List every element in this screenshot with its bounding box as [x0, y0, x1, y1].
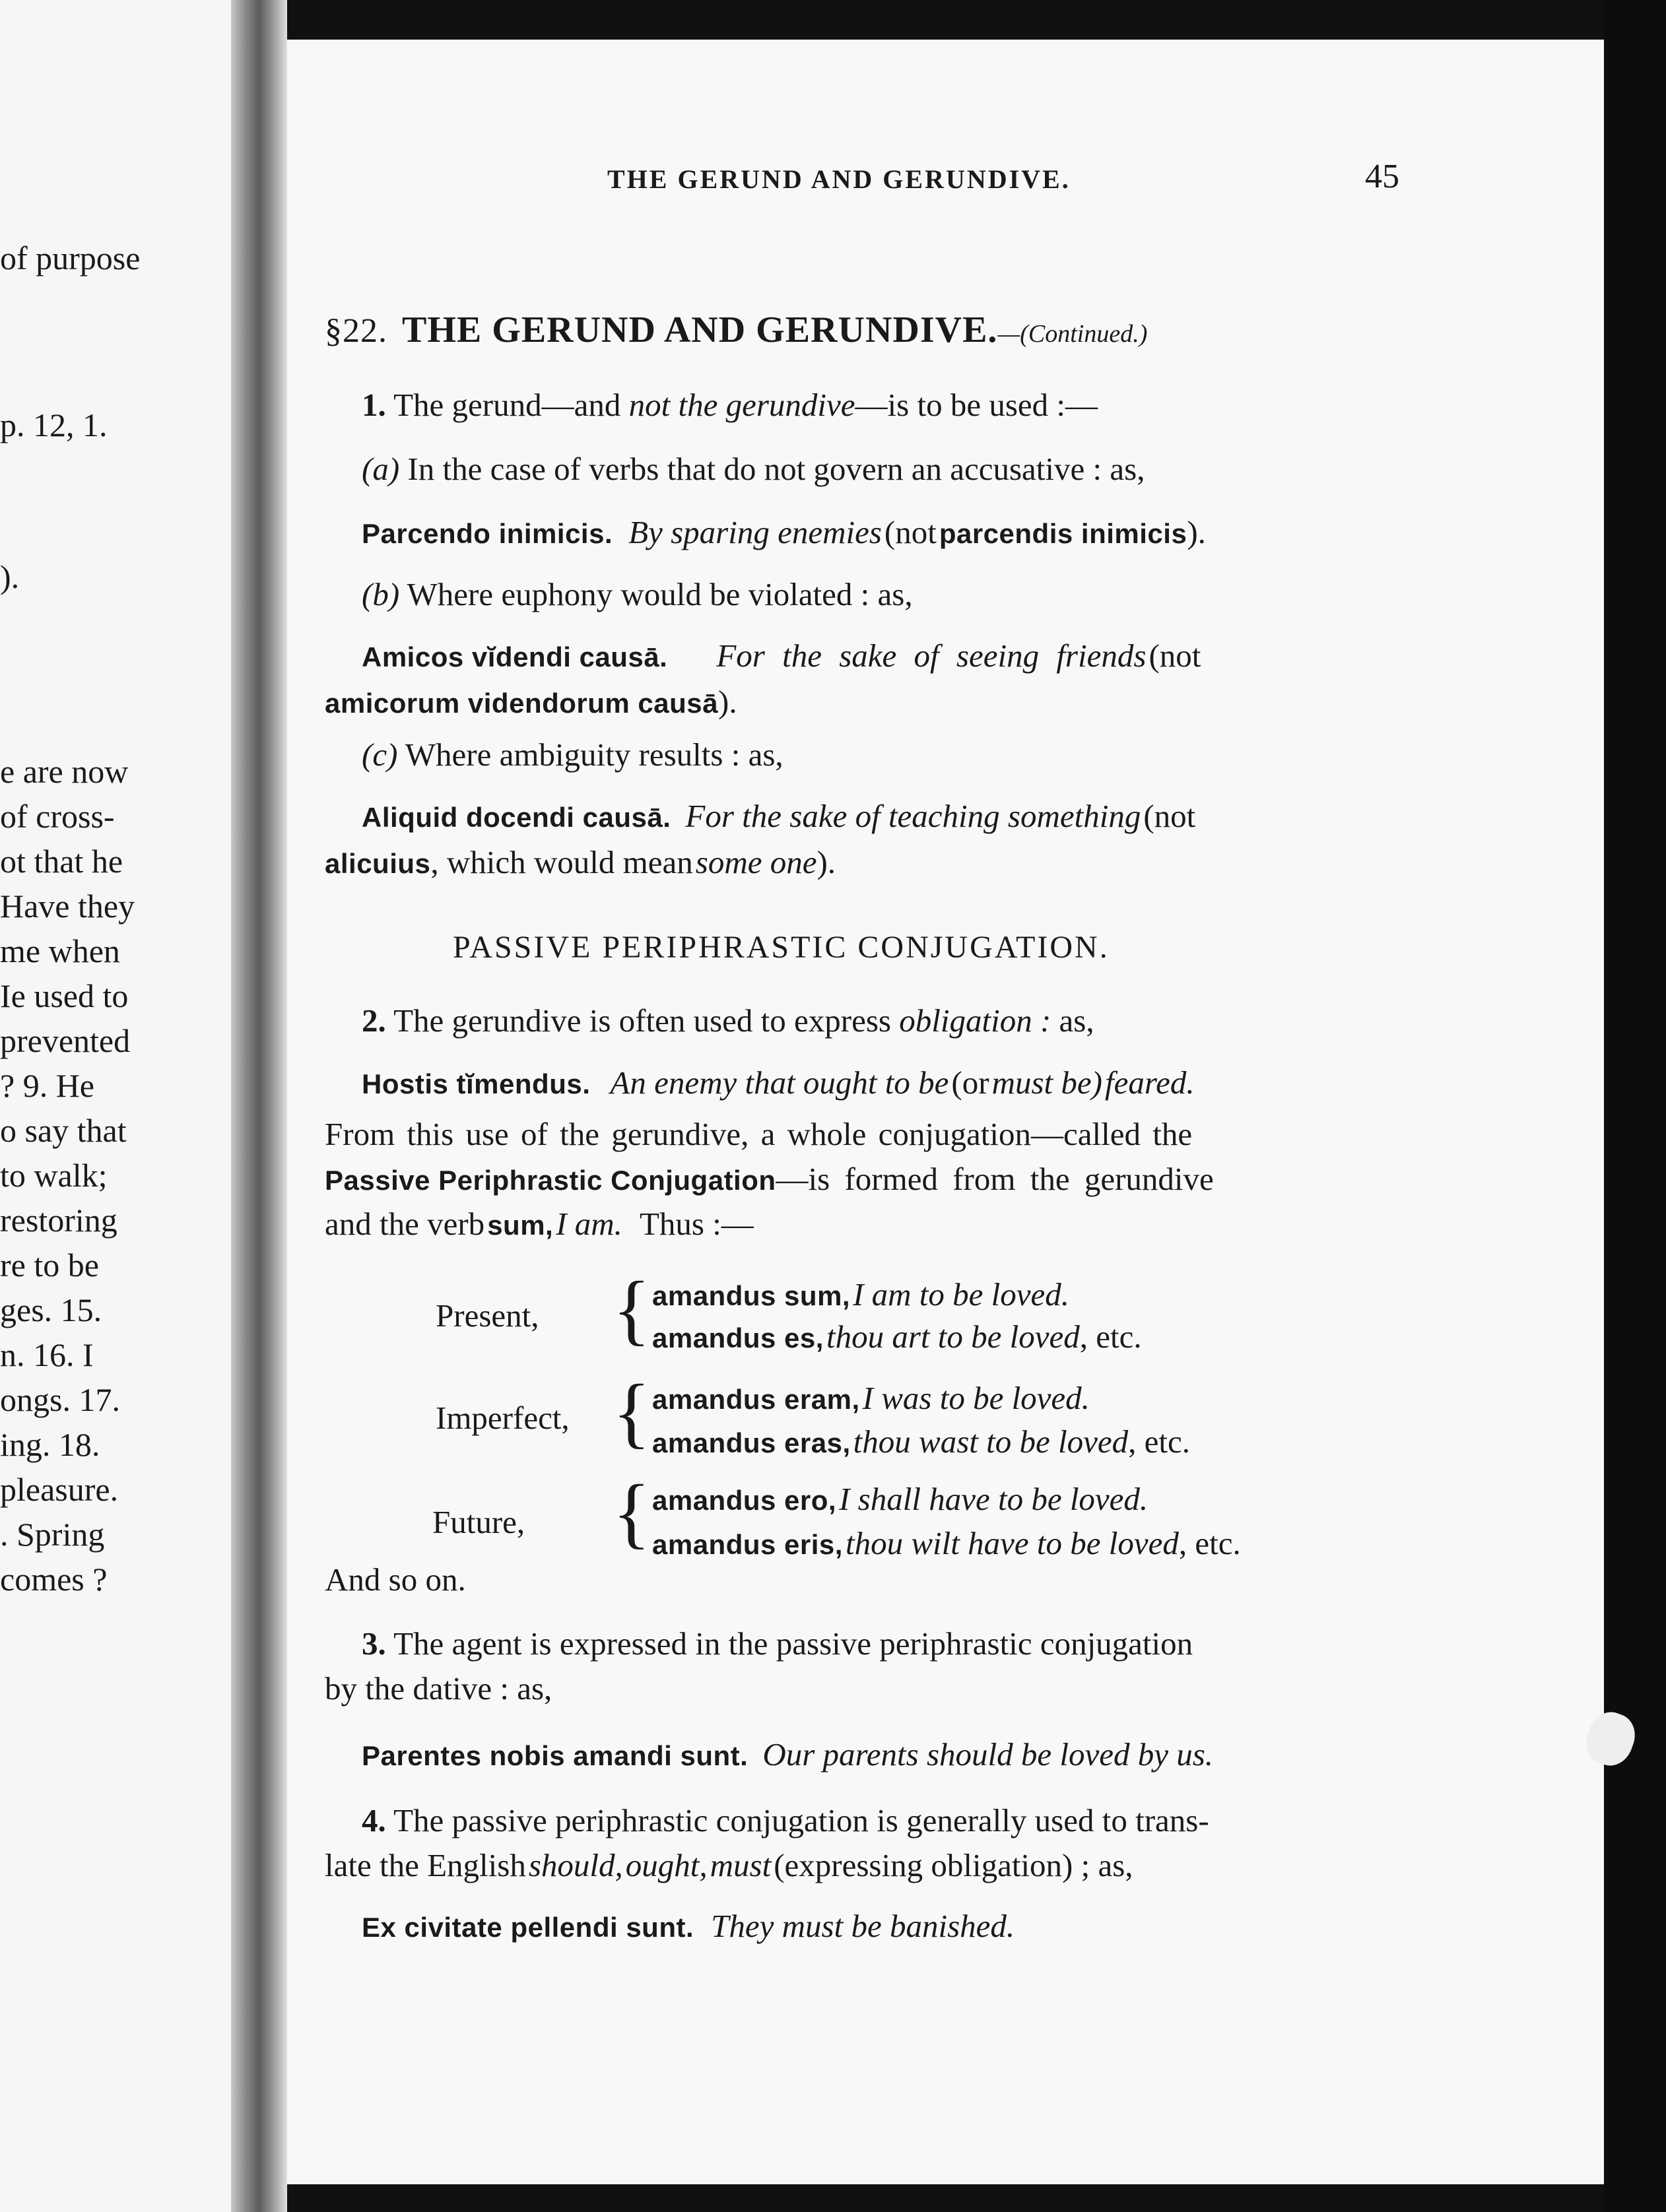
and-so-on: And so on. [325, 1561, 466, 1598]
clause-label: (b) [362, 576, 400, 612]
left-line: of purpose [0, 240, 141, 276]
left-line: ? 9. He [0, 1067, 94, 1104]
latin-form: amandus es, [652, 1322, 824, 1353]
latin-form: amandus sum, [652, 1280, 851, 1311]
tense-label-present: Present, [436, 1297, 539, 1334]
latin-example: Parentes nobis amandi sunt. [362, 1740, 749, 1771]
latin-example: Hostis tĭmendus. [362, 1068, 591, 1099]
conjugation-row [652, 1524, 1241, 1562]
left-line: comes ? [0, 1561, 108, 1598]
example-6 [362, 1907, 1015, 1945]
example-note: (not [1143, 798, 1196, 834]
english-translation: I am to be loved. [853, 1276, 1070, 1313]
left-line: me when [0, 932, 120, 969]
left-line: o say that [0, 1112, 127, 1149]
clause-label: (a) [362, 451, 400, 487]
p1-text-italic: not the gerundive [628, 387, 855, 423]
conjugation-row [652, 1480, 1148, 1518]
latin-form: amandus eras, [652, 1427, 851, 1458]
p2-text-c: as, [1059, 1002, 1094, 1039]
section-title: THE GERUND AND GERUNDIVE. [402, 309, 998, 350]
clause-b [362, 575, 913, 613]
example-5 [362, 1736, 1213, 1773]
example-2 [362, 637, 1201, 674]
english-translation: thou wast to be loved [853, 1423, 1129, 1460]
paragraph-number: 3. [362, 1625, 386, 1662]
left-line: ing. 18. [0, 1426, 100, 1463]
latin-term: sum, [487, 1210, 554, 1241]
latin-alternative: parcendis inimicis [939, 518, 1187, 549]
p2-continuation-line-3 [325, 1205, 754, 1243]
clause-text: In the case of verbs that do not govern an accusative : as, [407, 451, 1145, 487]
left-line: n. 16. I [0, 1336, 94, 1373]
conjugation-row [652, 1318, 1142, 1355]
paragraph-4 [362, 1802, 1209, 1839]
example-4 [362, 1064, 1195, 1101]
english-translation: They must be banished. [711, 1908, 1015, 1944]
example-2-cont [325, 683, 737, 721]
left-line: ongs. 17. [0, 1381, 120, 1418]
section-continued: —(Continued.) [997, 320, 1148, 348]
example-note: (not [1149, 637, 1201, 674]
paragraph-2 [362, 1002, 1094, 1039]
clause-text: Where ambiguity results : as, [405, 736, 783, 773]
english-translation: I am. [556, 1206, 622, 1242]
left-line: pleasure. [0, 1471, 119, 1508]
p1-text-a: The gerund—and [393, 387, 621, 423]
latin-alternative: amicorum videndorum causā [325, 688, 719, 719]
left-line: re to be [0, 1247, 99, 1284]
paragraph-number: 4. [362, 1802, 386, 1838]
left-line: Have they [0, 888, 135, 925]
etc: , etc. [1128, 1423, 1190, 1460]
clause-text: Where euphony would be violated : as, [407, 576, 913, 612]
p2-text: Thus :— [639, 1206, 754, 1242]
example-note-end: ). [816, 844, 836, 880]
english-translation: thou wilt have to be loved [845, 1525, 1179, 1561]
paragraph-number: 2. [362, 1002, 386, 1039]
tense-label-future: Future, [432, 1504, 525, 1540]
clause-c [362, 736, 783, 773]
p3-text: The agent is expressed in the passive periphrastic conjugation [393, 1625, 1193, 1662]
paragraph-3-line-2: by the dative : as, [325, 1670, 552, 1707]
brace: { [613, 1468, 651, 1556]
latin-example: Amicos vĭdendi causā. [362, 641, 668, 672]
left-page [0, 0, 231, 2212]
p4-text: The passive periphrastic conjugation is generally used to trans- [393, 1802, 1209, 1838]
latin-term: Passive Periphrastic Conjugation [325, 1165, 776, 1196]
latin-form: amandus ero, [652, 1485, 837, 1516]
brace: { [613, 1368, 651, 1456]
conjugation-row [652, 1276, 1069, 1313]
english-term: should, [528, 1847, 623, 1883]
tense-label-imperfect: Imperfect, [436, 1400, 570, 1436]
etc: , etc. [1178, 1525, 1241, 1561]
paragraph-1 [362, 386, 1098, 424]
brace: { [613, 1265, 651, 1353]
clause-label: (c) [362, 736, 398, 773]
english-translation: By sparing enemies [628, 514, 882, 550]
section-number: §22. [325, 312, 387, 350]
clause-a [362, 450, 1145, 488]
example-3 [362, 797, 1195, 835]
left-line: ot that he [0, 843, 123, 880]
latin-example: Aliquid docendi causā. [362, 802, 671, 833]
etc: , etc. [1079, 1318, 1142, 1355]
example-note: , which would mean [430, 844, 693, 880]
book-gutter [231, 0, 287, 2212]
latin-example: Parcendo inimicis. [362, 518, 613, 549]
english-term: ought, [625, 1847, 708, 1883]
example-1 [362, 513, 1206, 551]
english-translation: For the sake of seeing friends [716, 637, 1147, 674]
p2-text: —is formed from the gerundive [776, 1161, 1214, 1197]
p4-text: late the English [325, 1847, 526, 1883]
paragraph-4-line-2 [325, 1846, 1133, 1884]
left-line: e are now [0, 753, 129, 790]
left-line: p. 12, 1. [0, 407, 108, 443]
p2-text-italic: obligation : [899, 1002, 1051, 1039]
latin-form: amandus eram, [652, 1384, 860, 1415]
p2-text-a: The gerundive is often used to express [393, 1002, 891, 1039]
latin-alternative: alicuius [325, 848, 431, 879]
english-translation: I was to be loved. [862, 1380, 1090, 1416]
example-note-end: ). [1187, 514, 1206, 550]
english-translation: thou art to be loved [826, 1318, 1080, 1355]
english-translation: Our parents should be loved by us. [762, 1736, 1214, 1773]
english-term: must [710, 1847, 772, 1883]
latin-example: Ex civitate pellendi sunt. [362, 1912, 694, 1943]
p2-continuation-line-2 [325, 1160, 1214, 1198]
left-line: ges. 15. [0, 1291, 102, 1328]
section-heading [325, 309, 1147, 351]
example-3-cont [325, 843, 836, 881]
english-translation: An enemy that ought to be [610, 1064, 949, 1101]
paragraph-number: 1. [362, 387, 386, 423]
page-number: 45 [1365, 158, 1399, 195]
left-line: restoring [0, 1202, 117, 1239]
left-line: prevented [0, 1022, 131, 1059]
p1-text-c: —is to be used :— [855, 387, 1098, 423]
conjugation-row [652, 1423, 1190, 1460]
left-line: of cross- [0, 798, 115, 835]
left-line: ). [0, 558, 20, 595]
subheading: PASSIVE PERIPHRASTIC CONJUGATION. [453, 930, 1110, 965]
page-edge-shadow [1604, 0, 1666, 2212]
example-note: (not [884, 514, 937, 550]
paragraph-3 [362, 1625, 1193, 1662]
english-translation: must be) [991, 1064, 1102, 1101]
p2-continuation-line-1: From this use of the gerundive, a whole conjugation—called the [325, 1116, 1193, 1152]
running-title: THE GERUND AND GERUNDIVE. [607, 164, 1071, 194]
english-translation: For the sake of teaching something [685, 798, 1141, 834]
conjugation-row [652, 1379, 1090, 1417]
latin-form: amandus eris, [652, 1529, 843, 1560]
example-note: (or [951, 1064, 989, 1101]
left-line: to walk; [0, 1157, 108, 1194]
english-translation: some one [695, 844, 817, 880]
p4-text: (expressing obligation) ; as, [774, 1847, 1133, 1883]
english-translation: I shall have to be loved. [839, 1481, 1149, 1517]
english-translation: feared. [1104, 1064, 1195, 1101]
left-line: Ie used to [0, 977, 129, 1014]
left-line: . Spring [0, 1516, 105, 1553]
p2-text: and the verb [325, 1206, 485, 1242]
example-note-end: ). [718, 684, 737, 720]
